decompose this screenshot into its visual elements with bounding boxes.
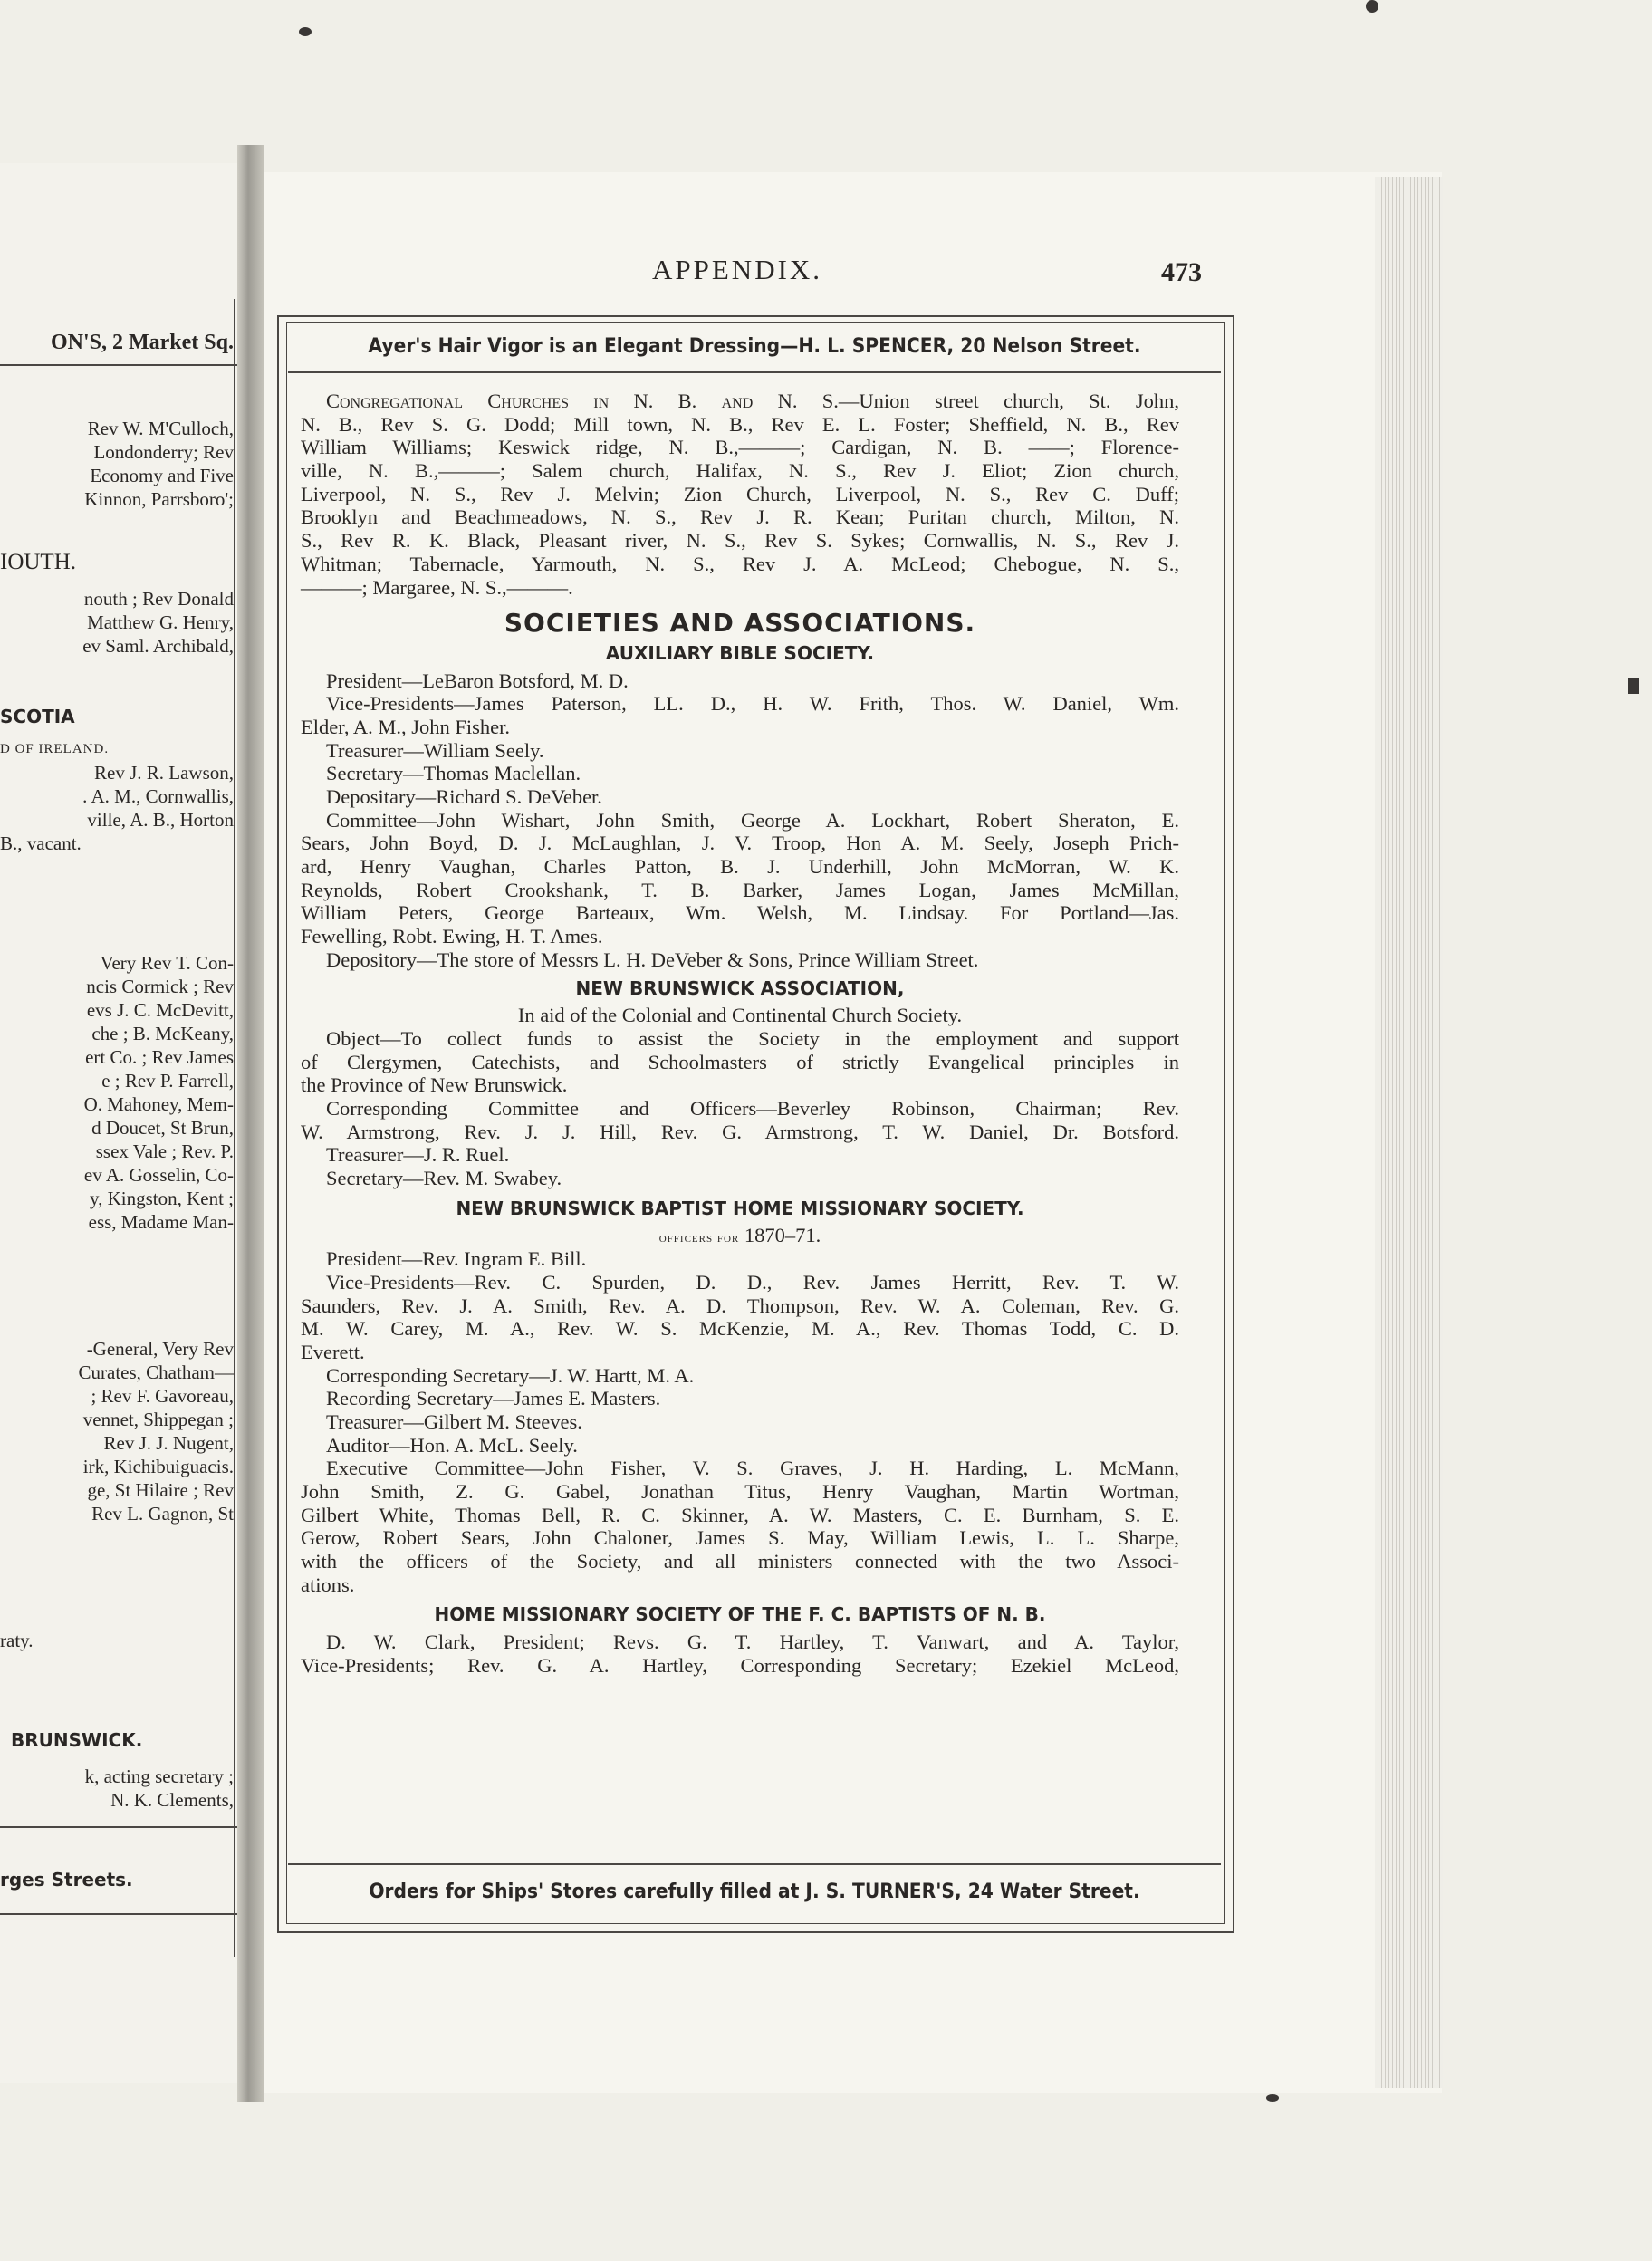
congregational-line: ———; Margaree, N. S.,———. bbox=[301, 575, 573, 599]
text-line: Depository—The store of Messrs L. H. DeVeber & Sons, Prince William Street. bbox=[326, 948, 979, 971]
left-line: ssex Vale ; Rev. P. bbox=[95, 1140, 234, 1162]
left-line: nouth ; Rev Donald bbox=[83, 588, 234, 610]
left-page-footer: rges Streets. bbox=[0, 1869, 133, 1891]
text-line: Treasurer—William Seely. bbox=[326, 738, 544, 762]
bottom-advertisement: Orders for Ships' Stores carefully filled at J. S. TURNER'S, 24 Water Street. bbox=[369, 1881, 1140, 1903]
congregational-line: Whitman; Tabernacle, Yarmouth, N. S., Rev J. A. McLeod; Chebogue, N. S., bbox=[301, 552, 1179, 575]
left-line: irk, Kichibuiguacis. bbox=[82, 1456, 234, 1477]
text-line: Recording Secretary—James E. Masters. bbox=[326, 1387, 661, 1410]
text-line: Corresponding Committee and Officers—Beverley Robinson, Chairman; Rev. bbox=[326, 1096, 1179, 1120]
text-line: Fewelling, Robt. Ewing, H. T. Ames. bbox=[301, 925, 603, 948]
scan-speck bbox=[1628, 678, 1639, 694]
left-line: ert Co. ; Rev James bbox=[85, 1046, 234, 1068]
text-line: of Clergymen, Catechists, and Schoolmasters of strictly Evangelical principles in bbox=[301, 1050, 1179, 1073]
congregational-line: S., Rev R. K. Black, Pleasant river, N. S., Rev S. Sykes; Cornwallis, N. S., Rev J. bbox=[301, 529, 1179, 553]
text-line: Secretary—Thomas Maclellan. bbox=[326, 762, 581, 785]
left-line: Matthew G. Henry, bbox=[87, 611, 234, 633]
left-line: ev A. Gosselin, Co- bbox=[83, 1164, 234, 1186]
text-line: Executive Committee—John Fisher, V. S. Graves, J. H. Harding, L. McMann, bbox=[326, 1457, 1179, 1480]
congregational-line: William Williams; Keswick ridge, N. B.,———; Cardigan, N. B. ——; Florence- bbox=[301, 436, 1179, 459]
left-facing-page bbox=[0, 163, 237, 2083]
officers-label: officers for bbox=[658, 1231, 740, 1246]
text-line: Reynolds, Robert Crookshank, T. B. Barker, James Logan, James McMillan, bbox=[301, 878, 1179, 901]
left-bottom-rule bbox=[0, 1913, 237, 1915]
text-line: Everett. bbox=[301, 1340, 365, 1363]
societies-heading: SOCIETIES AND ASSOCIATIONS. bbox=[504, 608, 976, 639]
text-line: Elder, A. M., John Fisher. bbox=[301, 715, 510, 738]
left-line: -General, Very Rev bbox=[86, 1338, 234, 1360]
congregational-caption: Congregational Churches in N. B. and N. S. bbox=[326, 390, 839, 412]
congregational-line: N. B., Rev S. G. Dodd; Mill town, N. B., Rev E. L. Foster; Sheffield, N. B., Rev bbox=[301, 412, 1179, 436]
left-heading-scotia: SCOTIA bbox=[0, 706, 75, 727]
baptist-society-heading: NEW BRUNSWICK BAPTIST HOME MISSIONARY SOCIETY. bbox=[456, 1197, 1024, 1219]
text-line: President—Rev. Ingram E. Bill. bbox=[326, 1247, 587, 1271]
fc-baptists-lines bbox=[301, 1631, 1179, 1677]
nb-association-subtitle: In aid of the Colonial and Continental Church Society. bbox=[517, 1004, 963, 1027]
nb-association-lines bbox=[301, 1027, 1179, 1190]
text-line: Treasurer—J. R. Ruel. bbox=[326, 1143, 510, 1167]
left-line: Rev J. J. Nugent, bbox=[103, 1432, 234, 1454]
left-line: evs J. C. McDevitt, bbox=[86, 999, 234, 1021]
text-line: Sears, John Boyd, D. J. McLaughlan, J. V. Troop, Hon A. M. Seely, Joseph Prich- bbox=[301, 832, 1179, 855]
page-body bbox=[301, 390, 1179, 1678]
left-line: . A. M., Cornwallis, bbox=[82, 785, 234, 807]
scan-speck bbox=[1266, 2094, 1279, 2102]
left-line: Rev W. M'Culloch, bbox=[87, 418, 234, 439]
text-line: D. W. Clark, President; Revs. G. T. Hartley, T. Vanwart, and A. Taylor, bbox=[326, 1631, 1179, 1654]
text-line: President—LeBaron Botsford, M. D. bbox=[326, 669, 629, 692]
text-line: Vice-Presidents—James Paterson, LL. D., H. W. Frith, Thos. W. Daniel, Wm. bbox=[326, 692, 1179, 716]
book-gutter bbox=[237, 145, 264, 2102]
left-line: Kinnon, Parrsboro'; bbox=[84, 488, 234, 510]
text-line: Secretary—Rev. M. Swabey. bbox=[326, 1167, 562, 1190]
scan-speck bbox=[299, 27, 312, 36]
text-line: Auditor—Hon. A. McL. Seely. bbox=[326, 1433, 578, 1457]
text-line: W. Armstrong, Rev. J. J. Hill, Rev. G. Armstrong, T. W. Daniel, Dr. Botsford. bbox=[301, 1120, 1179, 1143]
left-page-header: ON'S, 2 Market Sq. bbox=[50, 331, 234, 354]
left-heading-mouth: IOUTH. bbox=[0, 550, 77, 574]
bottom-ad-rule bbox=[288, 1863, 1221, 1865]
left-subhead-ireland: D OF IRELAND. bbox=[0, 742, 110, 756]
left-line: Rev L. Gagnon, St bbox=[91, 1503, 234, 1525]
left-line: Economy and Five bbox=[90, 465, 234, 486]
text-line: William Peters, George Barteaux, Wm. Welsh, M. Lindsay. For Portland—Jas. bbox=[301, 901, 1179, 925]
congregational-line: —Union street church, St. John, bbox=[838, 390, 1179, 412]
page-stack-edge bbox=[1375, 177, 1443, 2088]
bible-society-heading: AUXILIARY BIBLE SOCIETY. bbox=[605, 641, 875, 664]
top-advertisement: Ayer's Hair Vigor is an Elegant Dressing—H. L. SPENCER, 20 Nelson Street. bbox=[368, 335, 1141, 358]
left-line: ge, St Hilaire ; Rev bbox=[87, 1479, 234, 1501]
congregational-line: ville, N. B.,———; Salem church, Halifax, N. S., Rev J. Eliot; Zion church, bbox=[301, 459, 1179, 483]
left-line: raty. bbox=[0, 1630, 34, 1651]
text-line: John Smith, Z. G. Gabel, Jonathan Titus, Henry Vaughan, Martin Wortman, bbox=[301, 1480, 1179, 1503]
running-head: APPENDIX. bbox=[652, 254, 823, 285]
baptist-society-lines bbox=[301, 1247, 1179, 1596]
left-heading-brunswick: BRUNSWICK. bbox=[11, 1729, 143, 1751]
page-number: 473 bbox=[1161, 257, 1202, 287]
left-line: Londonderry; Rev bbox=[93, 441, 234, 463]
left-line: e ; Rev P. Farrell, bbox=[101, 1070, 234, 1092]
text-line: Gerow, Robert Sears, John Chaloner, James S. May, William Lewis, L. L. Sharpe, bbox=[301, 1526, 1179, 1550]
text-line: Committee—John Wishart, John Smith, George A. Lockhart, Robert Sheraton, E. bbox=[326, 808, 1179, 832]
text-line: ations. bbox=[301, 1573, 355, 1596]
left-line: Curates, Chatham— bbox=[78, 1361, 234, 1383]
nb-association-heading: NEW BRUNSWICK ASSOCIATION, bbox=[575, 977, 905, 999]
left-line: ; Rev F. Gavoreau, bbox=[91, 1385, 234, 1407]
text-line: with the officers of the Society, and all ministers connected with the two Associ- bbox=[301, 1550, 1179, 1573]
text-line: Vice-Presidents—Rev. C. Spurden, D. D., Rev. James Herritt, Rev. T. W. bbox=[326, 1270, 1179, 1294]
text-line: M. W. Carey, M. A., Rev. W. S. McKenzie, M. A., Rev. Thomas Todd, C. D. bbox=[301, 1317, 1179, 1341]
left-line: N. K. Clements, bbox=[110, 1789, 234, 1811]
left-line: ville, A. B., Horton bbox=[87, 809, 234, 831]
text-line: Gilbert White, Thomas Bell, R. C. Skinner, A. W. Masters, C. E. Burnham, S. E. bbox=[301, 1503, 1179, 1526]
congregational-line: Brooklyn and Beachmeadows, N. S., Rev J. R. Kean; Puritan church, Milton, N. bbox=[301, 505, 1179, 529]
text-line: ard, Henry Vaughan, Charles Patton, B. J. Underhill, John McMorran, W. K. bbox=[301, 855, 1179, 879]
congregational-first-line bbox=[301, 390, 1179, 413]
text-line: Depositary—Richard S. DeVeber. bbox=[326, 785, 602, 809]
left-line: ess, Madame Man- bbox=[88, 1211, 234, 1233]
text-line: the Province of New Brunswick. bbox=[301, 1073, 568, 1097]
bible-society-lines bbox=[301, 669, 1179, 972]
left-line: Very Rev T. Con- bbox=[100, 952, 234, 974]
left-line: Rev J. R. Lawson, bbox=[94, 762, 234, 784]
left-line: k, acting secretary ; bbox=[84, 1766, 234, 1787]
fc-baptists-heading: HOME MISSIONARY SOCIETY OF THE F. C. BAPTISTS OF N. B. bbox=[434, 1603, 1046, 1626]
left-line: y, Kingston, Kent ; bbox=[89, 1188, 234, 1209]
left-line: ev Saml. Archibald, bbox=[82, 635, 234, 657]
text-line: Object—To collect funds to assist the Society in the employment and support bbox=[326, 1026, 1179, 1050]
left-header-rule bbox=[0, 364, 237, 366]
scan-speck bbox=[1366, 0, 1378, 13]
text-line: Corresponding Secretary—J. W. Hartt, M. A. bbox=[326, 1363, 695, 1387]
left-line: che ; B. McKeany, bbox=[91, 1023, 234, 1044]
left-footer-rule bbox=[0, 1826, 237, 1828]
text-line: Saunders, Rev. J. A. Smith, Rev. A. D. Thompson, Rev. W. A. Coleman, Rev. G. bbox=[301, 1294, 1179, 1317]
left-line: d Doucet, St Brun, bbox=[91, 1117, 234, 1139]
text-line: Vice-Presidents; Rev. G. A. Hartley, Corresponding Secretary; Ezekiel McLeod, bbox=[301, 1653, 1179, 1677]
left-line: O. Mahoney, Mem- bbox=[83, 1093, 234, 1115]
left-frame-line bbox=[234, 299, 235, 1957]
text-line: Treasurer—Gilbert M. Steeves. bbox=[326, 1410, 582, 1433]
officers-line bbox=[301, 1224, 1179, 1247]
left-line: ncis Cormick ; Rev bbox=[86, 976, 234, 997]
left-line: vennet, Shippegan ; bbox=[82, 1409, 234, 1430]
left-line: B., vacant. bbox=[0, 832, 82, 854]
officers-year: 1870–71. bbox=[744, 1224, 821, 1247]
congregational-line: Liverpool, N. S., Rev J. Melvin; Zion Church, Liverpool, N. S., Rev C. Duff; bbox=[301, 482, 1179, 505]
top-ad-rule bbox=[288, 371, 1221, 373]
